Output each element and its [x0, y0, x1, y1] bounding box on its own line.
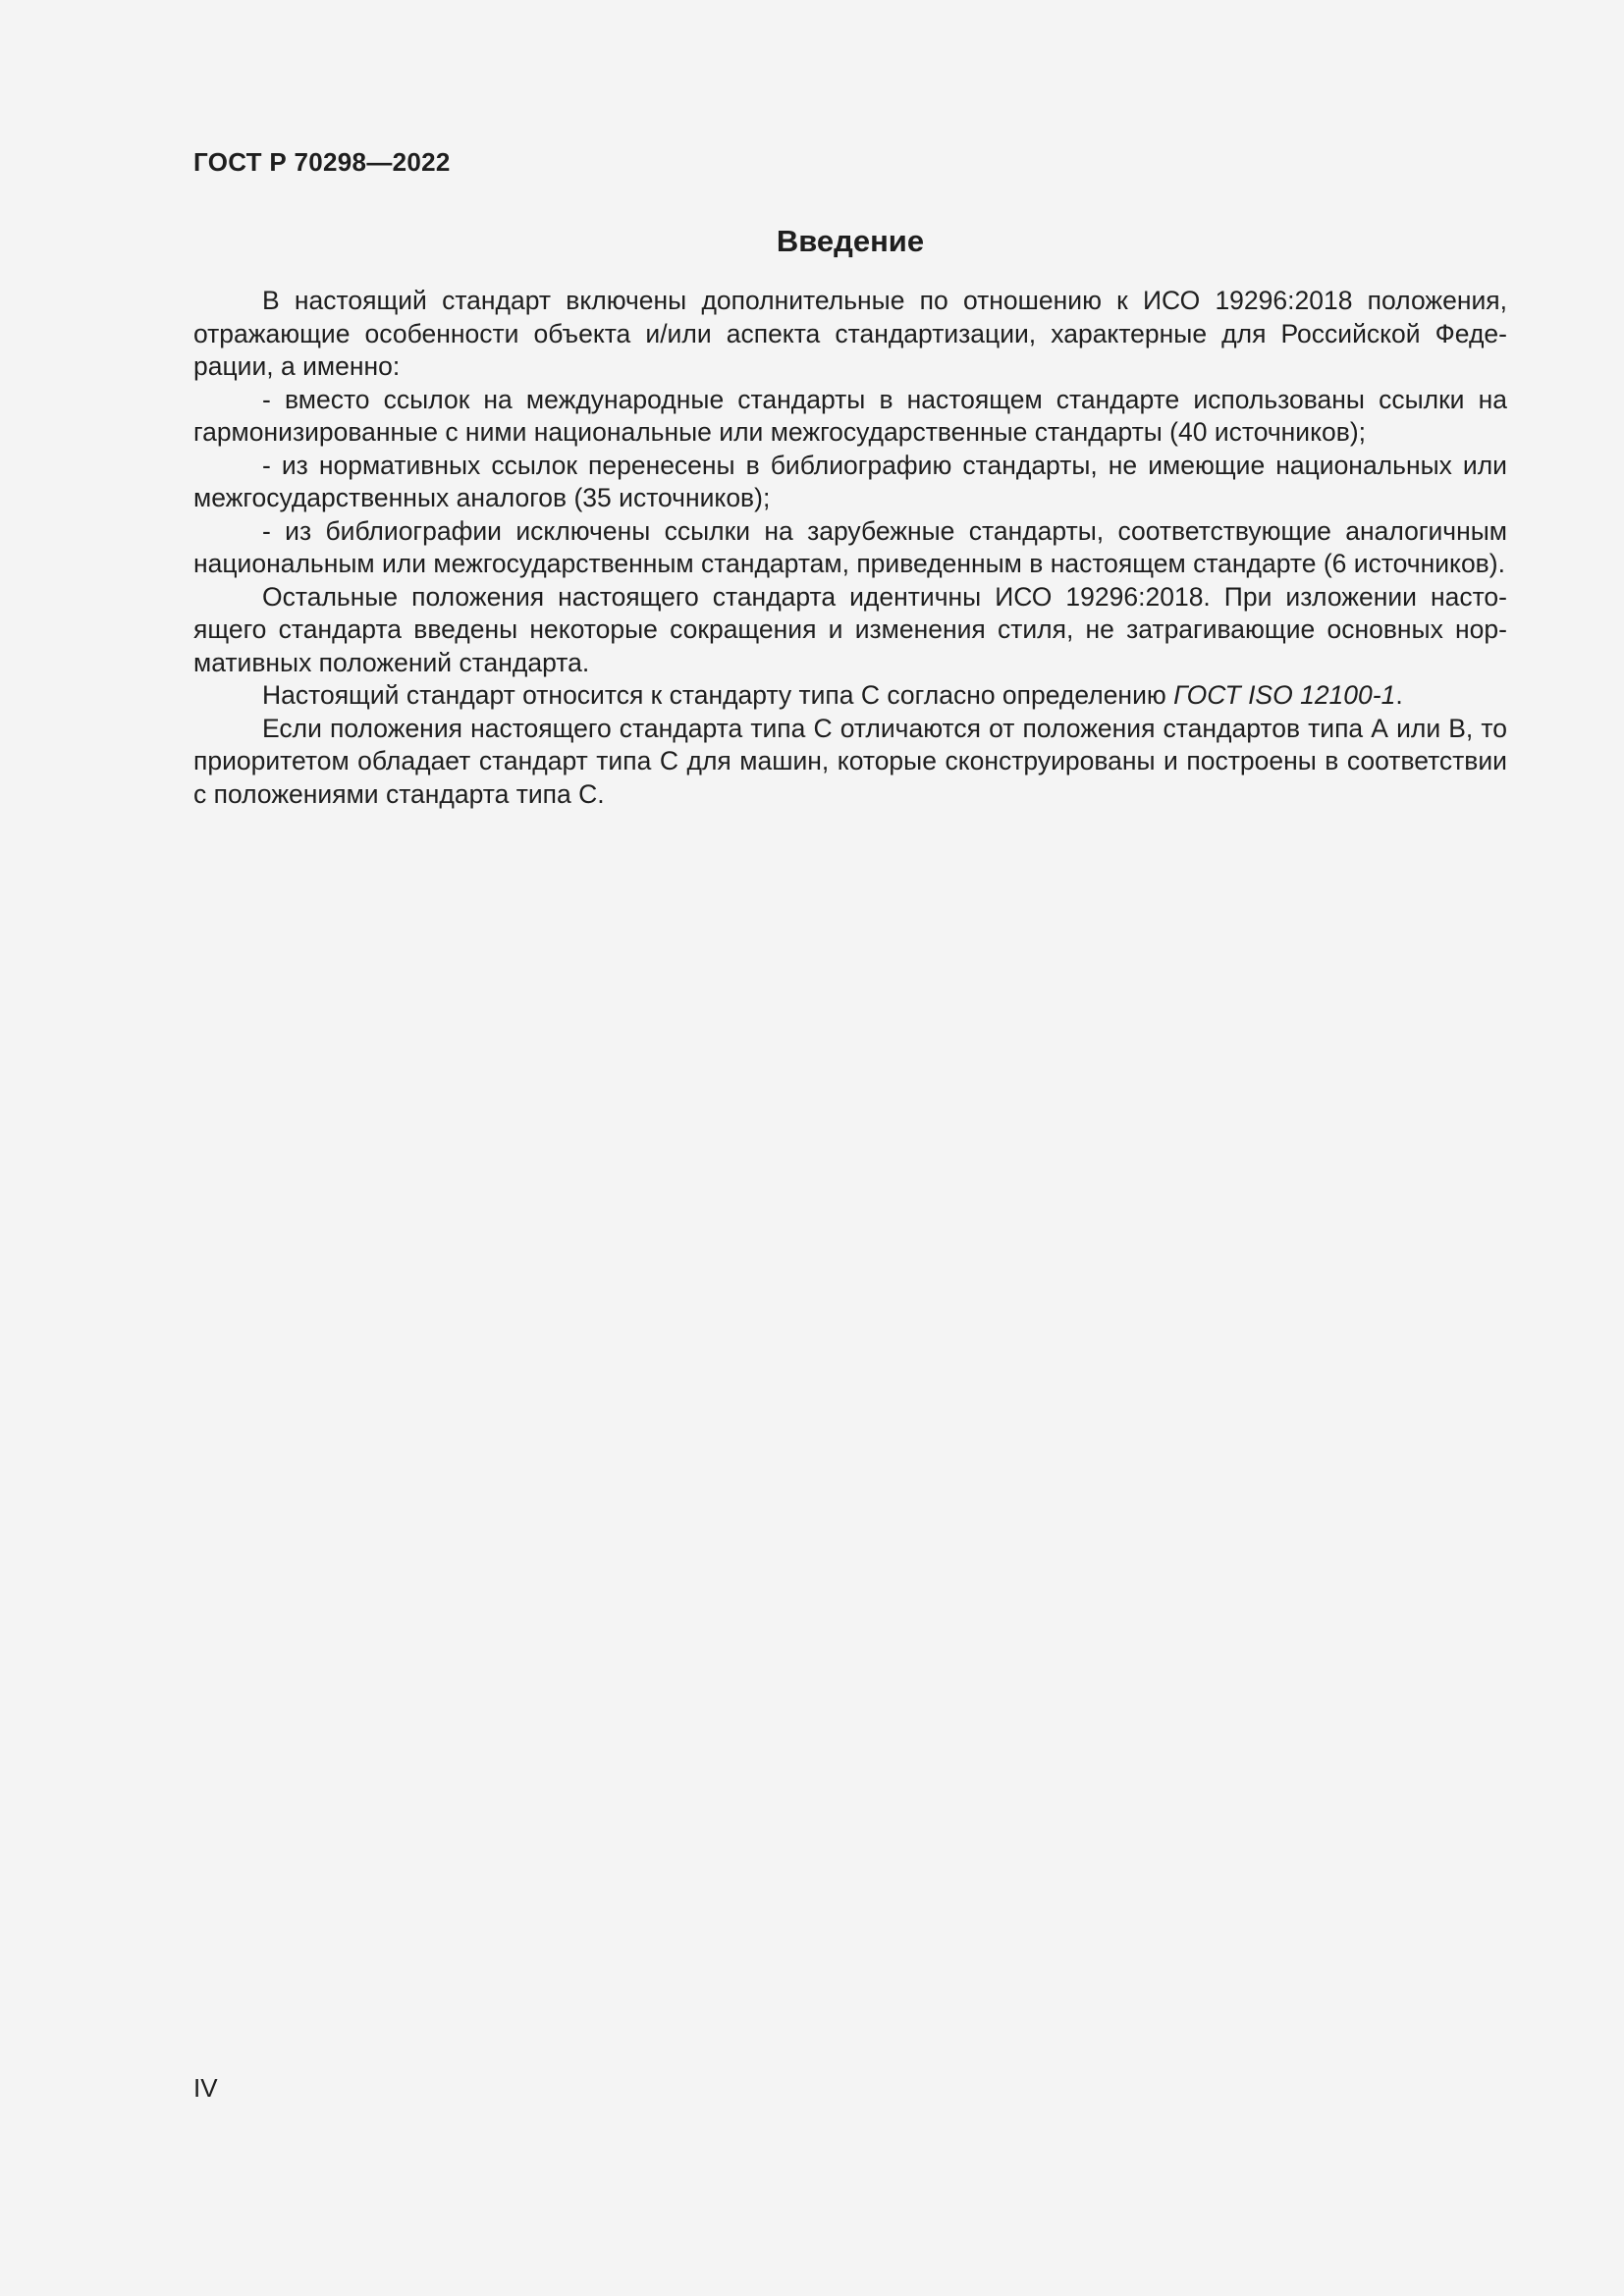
paragraph-priority: Если положения настоящего стандарта типа С отличаются от положения стандартов типа А или В, то приоритетом обладает стандарт типа С для машин, которые сконструированы и построены в соответствии с положениями стандарта типа С. [193, 713, 1507, 809]
document-code-header: ГОСТ Р 70298—2022 [193, 147, 451, 177]
introduction-body [193, 285, 1507, 811]
list-item-normative-references: - из нормативных ссылок перенесены в библиографию стандарты, не имеющие национальных или межгосударственных аналогов (35 источников); [193, 450, 1507, 512]
section-title: Введение [776, 224, 925, 258]
paragraph-standard-type [193, 679, 1507, 713]
list-item-bibliography: - из библиографии исключены ссылки на зарубежные стандарты, соответствующие аналогичным национальным или межгосударственным стандартам, приведенным в настоящем стандарте (6 источников). [193, 515, 1507, 578]
standard-type-text: Настоящий стандарт относится к стандарту типа С согласно определению [262, 680, 1174, 710]
page-number: IV [193, 2073, 218, 2103]
standard-reference: ГОСТ ISO 12100-1 [1173, 680, 1396, 710]
paragraph-other-provisions: Остальные положения настоящего стандарта идентичны ИСО 19296:2018. При изложении настоящего стандарта введены некоторые сокращения и изменения стиля, не затрагивающие основных нормативных положений стандарта. [193, 581, 1507, 677]
list-item-references: - вместо ссылок на международные стандарты в настоящем стандарте использованы ссылки на гармонизированные с ними национальные или межгосударственные стандарты (40 источников); [193, 384, 1507, 447]
paragraph-intro: В настоящий стандарт включены дополнительные по отношению к ИСО 19296:2018 положения, отражающие особенности объекта и/или аспекта стандартизации, характерные для Российской Федерации, а именно: [193, 286, 1507, 381]
standard-type-end: . [1395, 680, 1403, 710]
